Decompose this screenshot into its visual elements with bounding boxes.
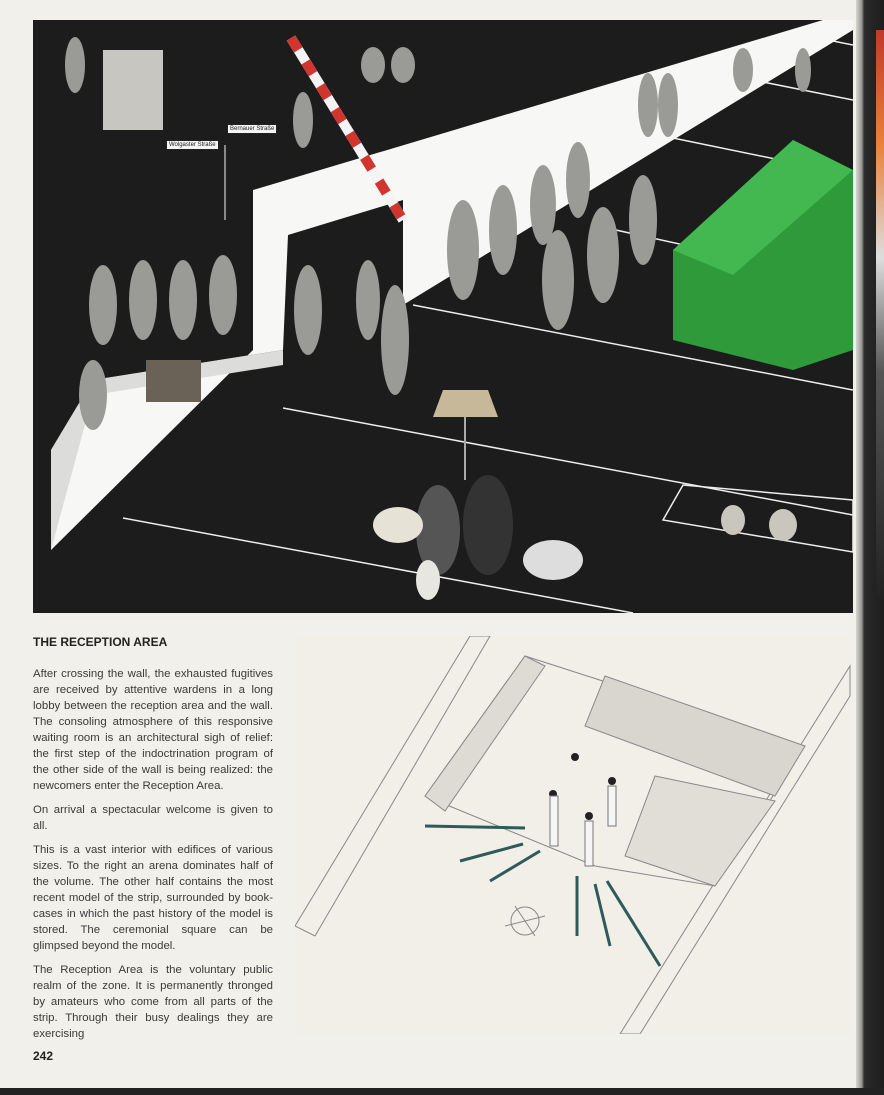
paragraph: The Reception Area is the voluntary public realm of the zone. It is permanently thronged by amateurs who come from all parts of the strip. Through their busy dealings they are exercising [33, 964, 273, 1040]
rubble [146, 360, 201, 402]
lamp-shade [433, 390, 498, 417]
paragraph: After crossing the wall, the exhausted fugitives are received by attentive wardens in a long lobby between the reception area and the wall. The consoling atmosphere of this responsive waiting room is an architectural sigh of relief: the first step of the indoctrination program of the other side of the wall is being realized: the newcomers enter the Reception Area. [33, 668, 273, 792]
page-bottom-edge [0, 1088, 884, 1095]
page-gutter [856, 0, 884, 1095]
paragraph: On arrival a spectacular welcome is given to all. [33, 804, 273, 832]
collage-svg [33, 20, 853, 613]
axonometric-drawing [295, 636, 853, 1034]
street-sign-wolgaster: Wolgaster Straße [166, 140, 219, 150]
section-heading: THE RECEPTION AREA [33, 635, 168, 649]
collage-illustration [33, 20, 853, 613]
article-body [33, 666, 273, 1050]
paragraph: This is a vast interior with edifices of various sizes. To the right an arena dominates half of the volume. The other half contains the most recent model of the strip, surrounded by book-cases in which the past history of the model is stored. The ceremonial square can be glimpsed beyond the model. [33, 844, 273, 952]
street-sign-bernauer: Bernauer Straße [227, 124, 277, 134]
page-number: 242 [33, 1049, 54, 1063]
